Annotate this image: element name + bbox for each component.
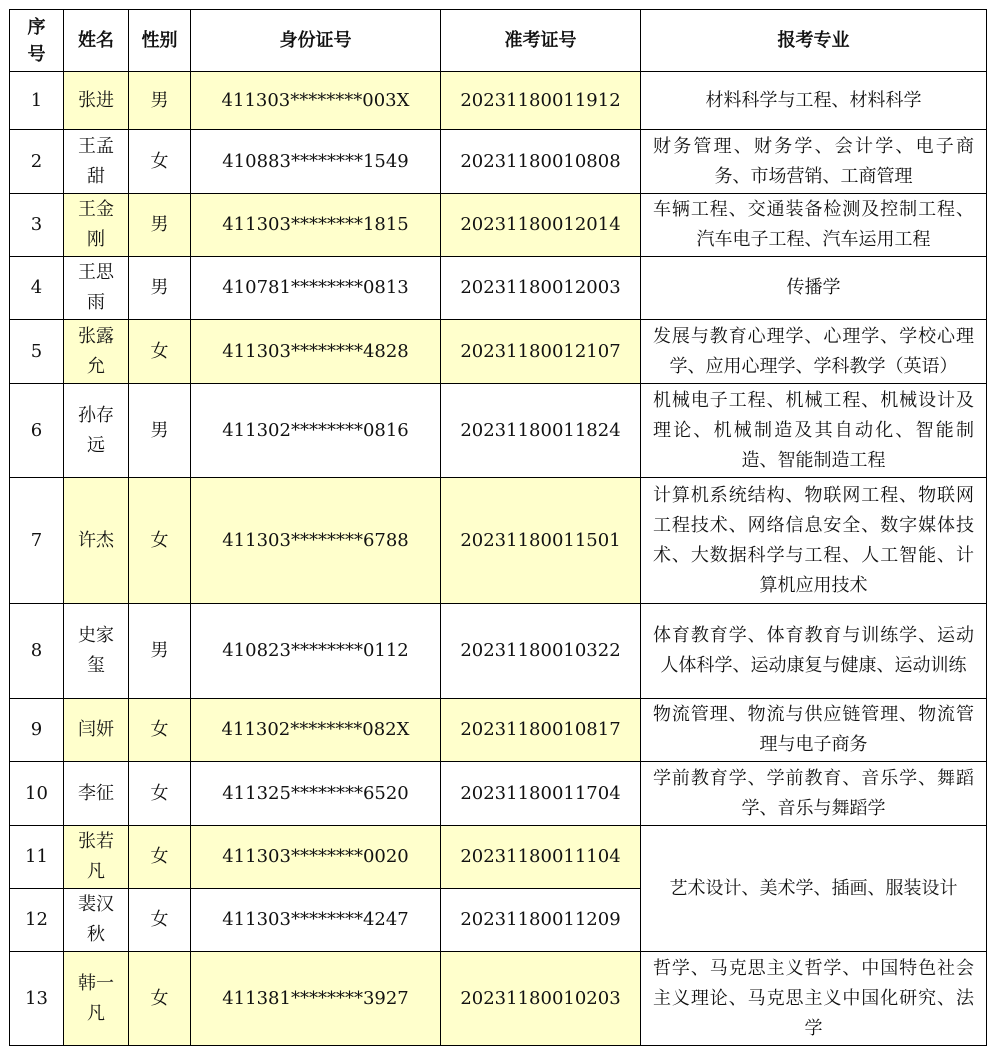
header-seq: 序号 xyxy=(10,10,64,72)
header-name: 姓名 xyxy=(64,10,129,72)
gender-cell: 女 xyxy=(129,826,191,889)
name-cell: 韩一凡 xyxy=(64,952,129,1046)
name-cell: 闫妍 xyxy=(64,699,129,762)
gender-cell: 男 xyxy=(129,604,191,699)
ticket-cell: 20231180010322 xyxy=(441,604,641,699)
seq-cell: 9 xyxy=(10,699,64,762)
name-cell: 许杰 xyxy=(64,478,129,604)
ticket-cell: 20231180011209 xyxy=(441,889,641,952)
seq-cell: 2 xyxy=(10,130,64,194)
major-cell: 哲学、马克思主义哲学、中国特色社会主义理论、马克思主义中国化研究、法学 xyxy=(641,952,987,1046)
ticket-cell: 20231180011704 xyxy=(441,762,641,826)
major-cell: 物流管理、物流与供应链管理、物流管理与电子商务 xyxy=(641,699,987,762)
id-cell: 410781********0813 xyxy=(191,257,441,320)
major-cell: 计算机系统结构、物联网工程、物联网工程技术、网络信息安全、数字媒体技术、大数据科学与工程、人工智能、计算机应用技术 xyxy=(641,478,987,604)
ticket-cell: 20231180011912 xyxy=(441,72,641,130)
ticket-cell: 20231180011501 xyxy=(441,478,641,604)
seq-cell: 3 xyxy=(10,194,64,257)
header-id: 身份证号 xyxy=(191,10,441,72)
seq-cell: 13 xyxy=(10,952,64,1046)
ticket-cell: 20231180011104 xyxy=(441,826,641,889)
gender-cell: 女 xyxy=(129,952,191,1046)
id-cell: 411303********0020 xyxy=(191,826,441,889)
seq-cell: 10 xyxy=(10,762,64,826)
table-row xyxy=(10,826,987,889)
id-cell: 411302********0816 xyxy=(191,384,441,478)
ticket-cell: 20231180010203 xyxy=(441,952,641,1046)
seq-cell: 1 xyxy=(10,72,64,130)
ticket-cell: 20231180010808 xyxy=(441,130,641,194)
name-cell: 李征 xyxy=(64,762,129,826)
major-cell: 财务管理、财务学、会计学、电子商务、市场营销、工商管理 xyxy=(641,130,987,194)
id-cell: 411303********6788 xyxy=(191,478,441,604)
seq-cell: 8 xyxy=(10,604,64,699)
seq-cell: 4 xyxy=(10,257,64,320)
gender-cell: 男 xyxy=(129,257,191,320)
major-cell: 学前教育学、学前教育、音乐学、舞蹈学、音乐与舞蹈学 xyxy=(641,762,987,826)
table-row xyxy=(10,952,987,1046)
id-cell: 410823********0112 xyxy=(191,604,441,699)
name-cell: 孙存远 xyxy=(64,384,129,478)
major-cell: 艺术设计、美术学、插画、服装设计 xyxy=(641,826,987,952)
ticket-cell: 20231180010817 xyxy=(441,699,641,762)
gender-cell: 女 xyxy=(129,762,191,826)
seq-cell: 5 xyxy=(10,320,64,384)
name-cell: 史家玺 xyxy=(64,604,129,699)
gender-cell: 女 xyxy=(129,699,191,762)
id-cell: 410883********1549 xyxy=(191,130,441,194)
seq-cell: 6 xyxy=(10,384,64,478)
major-cell: 发展与教育心理学、心理学、学校心理学、应用心理学、学科教学（英语） xyxy=(641,320,987,384)
header-row xyxy=(10,10,987,72)
gender-cell: 男 xyxy=(129,72,191,130)
gender-cell: 男 xyxy=(129,384,191,478)
gender-cell: 女 xyxy=(129,320,191,384)
ticket-cell: 20231180011824 xyxy=(441,384,641,478)
table-row xyxy=(10,478,987,604)
major-cell: 传播学 xyxy=(641,257,987,320)
major-cell: 材料科学与工程、材料科学 xyxy=(641,72,987,130)
gender-cell: 女 xyxy=(129,130,191,194)
id-cell: 411303********003X xyxy=(191,72,441,130)
table-row xyxy=(10,72,987,130)
seq-cell: 7 xyxy=(10,478,64,604)
name-cell: 张进 xyxy=(64,72,129,130)
name-cell: 王思雨 xyxy=(64,257,129,320)
table-row xyxy=(10,257,987,320)
gender-cell: 女 xyxy=(129,478,191,604)
table-row xyxy=(10,699,987,762)
major-cell: 车辆工程、交通装备检测及控制工程、汽车电子工程、汽车运用工程 xyxy=(641,194,987,257)
name-cell: 王金刚 xyxy=(64,194,129,257)
table-row xyxy=(10,604,987,699)
id-cell: 411303********4247 xyxy=(191,889,441,952)
gender-cell: 女 xyxy=(129,889,191,952)
ticket-cell: 20231180012003 xyxy=(441,257,641,320)
id-cell: 411303********4828 xyxy=(191,320,441,384)
id-cell: 411381********3927 xyxy=(191,952,441,1046)
id-cell: 411303********1815 xyxy=(191,194,441,257)
table-row xyxy=(10,130,987,194)
header-major: 报考专业 xyxy=(641,10,987,72)
id-cell: 411302********082X xyxy=(191,699,441,762)
ticket-cell: 20231180012014 xyxy=(441,194,641,257)
name-cell: 张若凡 xyxy=(64,826,129,889)
header-gender: 性别 xyxy=(129,10,191,72)
seq-cell: 11 xyxy=(10,826,64,889)
name-cell: 裴汉秋 xyxy=(64,889,129,952)
seq-cell: 12 xyxy=(10,889,64,952)
candidate-table xyxy=(9,9,987,1046)
id-cell: 411325********6520 xyxy=(191,762,441,826)
major-cell: 体育教育学、体育教育与训练学、运动人体科学、运动康复与健康、运动训练 xyxy=(641,604,987,699)
major-cell: 机械电子工程、机械工程、机械设计及理论、机械制造及其自动化、智能制造、智能制造工程 xyxy=(641,384,987,478)
table-row xyxy=(10,194,987,257)
table-row xyxy=(10,320,987,384)
name-cell: 张露允 xyxy=(64,320,129,384)
gender-cell: 男 xyxy=(129,194,191,257)
table-row xyxy=(10,384,987,478)
header-ticket: 准考证号 xyxy=(441,10,641,72)
name-cell: 王孟甜 xyxy=(64,130,129,194)
ticket-cell: 20231180012107 xyxy=(441,320,641,384)
table-row xyxy=(10,762,987,826)
